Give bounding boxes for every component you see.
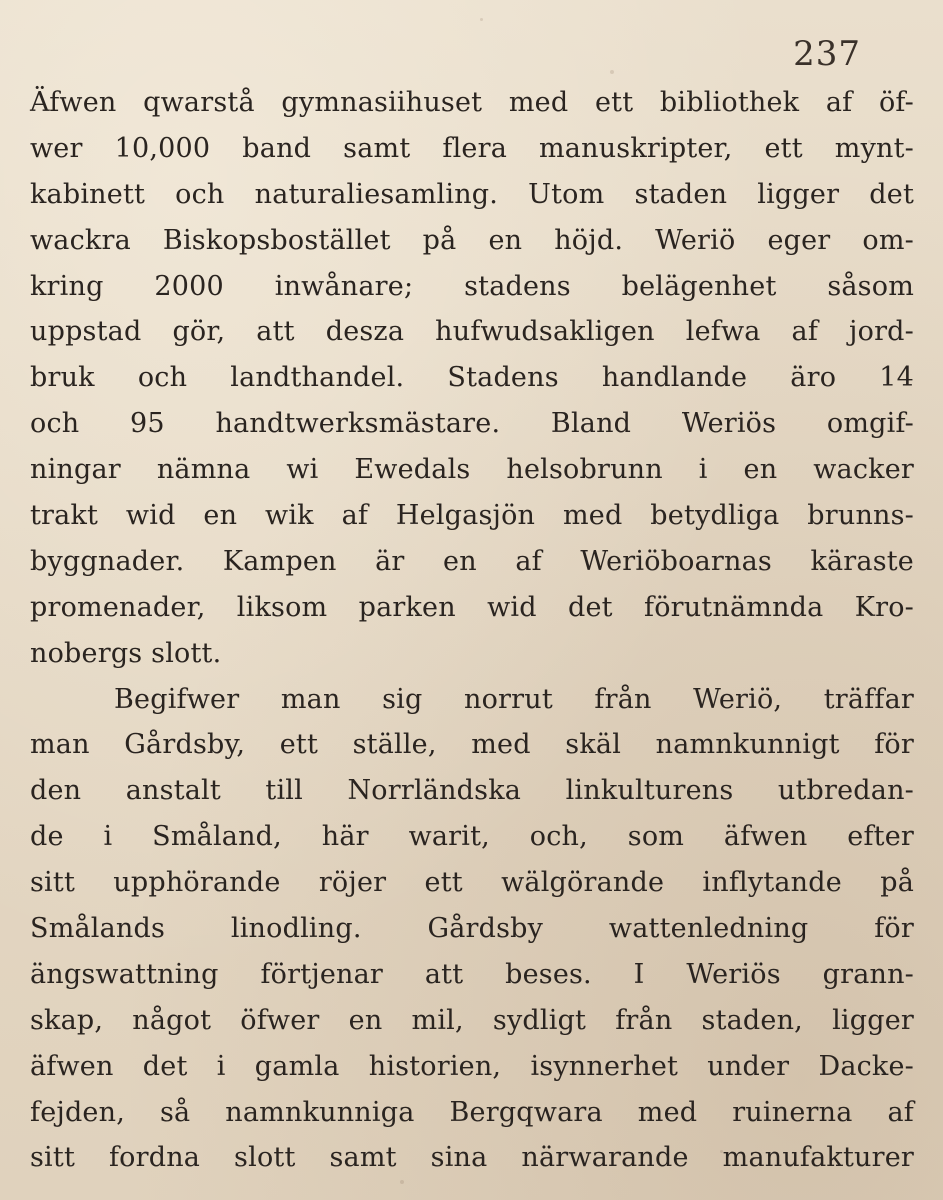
text-line: uppstad gör, att desza hufwudsakligen lefwa af jord-	[30, 316, 914, 348]
text-line: Begifwer man sig norrut från Weriö, träffar	[114, 683, 914, 715]
text-line: äfwen det i gamla historien, isynnerhet under Dacke-	[30, 1050, 914, 1082]
text-line: byggnader. Kampen är en af Weriöboarnas käraste	[30, 545, 914, 577]
text-line: promenader, liksom parken wid det förutnämnda Kro-	[30, 591, 914, 623]
text-line: de i Småland, här warit, och, som äfwen efter	[30, 821, 914, 853]
text-line: ängswattning förtjenar att beses. I Weriös grann-	[30, 958, 914, 990]
paragraph-1	[30, 80, 914, 677]
page-number: 237	[793, 34, 861, 74]
paragraph-2	[30, 677, 914, 1182]
text-line: Smålands linodling. Gårdsby wattenledning för	[30, 913, 914, 945]
text-line: trakt wid en wik af Helgasjön med betydliga brunns-	[30, 500, 914, 532]
text-line: nobergs slott.	[30, 637, 222, 669]
text-line: sitt upphörande röjer ett wälgörande inflytande på	[30, 867, 914, 899]
text-line: sitt fordna slott samt sina närwarande manufakturer	[30, 1142, 914, 1174]
text-line: och 95 handtwerksmästare. Bland Weriös omgif-	[30, 408, 914, 440]
text-line: man Gårdsby, ett ställe, med skäl namnkunnigt för	[30, 729, 914, 761]
paper-stain	[480, 18, 483, 21]
body-text	[30, 80, 914, 1181]
text-line: wer 10,000 band samt flera manuskripter, ett mynt-	[30, 132, 914, 164]
paper-stain	[610, 70, 614, 74]
text-line: skap, något öfwer en mil, sydligt från staden, ligger	[30, 1004, 914, 1036]
text-line: kabinett och naturaliesamling. Utom staden ligger det	[30, 178, 914, 210]
text-line: wackra Biskopsbostället på en höjd. Weriö eger om-	[30, 224, 914, 256]
text-line: Äfwen qwarstå gymnasiihuset med ett bibliothek af öf-	[30, 87, 914, 118]
text-line: kring 2000 inwånare; stadens belägenhet såsom	[30, 270, 914, 302]
text-line: den anstalt till Norrländska linkulturens utbredan-	[30, 775, 914, 807]
text-line: fejden, så namnkunniga Bergqwara med ruinerna af	[30, 1096, 914, 1128]
text-line: ningar nämna wi Ewedals helsobrunn i en wacker	[30, 454, 914, 486]
text-line: bruk och landthandel. Stadens handlande äro 14	[30, 362, 914, 394]
